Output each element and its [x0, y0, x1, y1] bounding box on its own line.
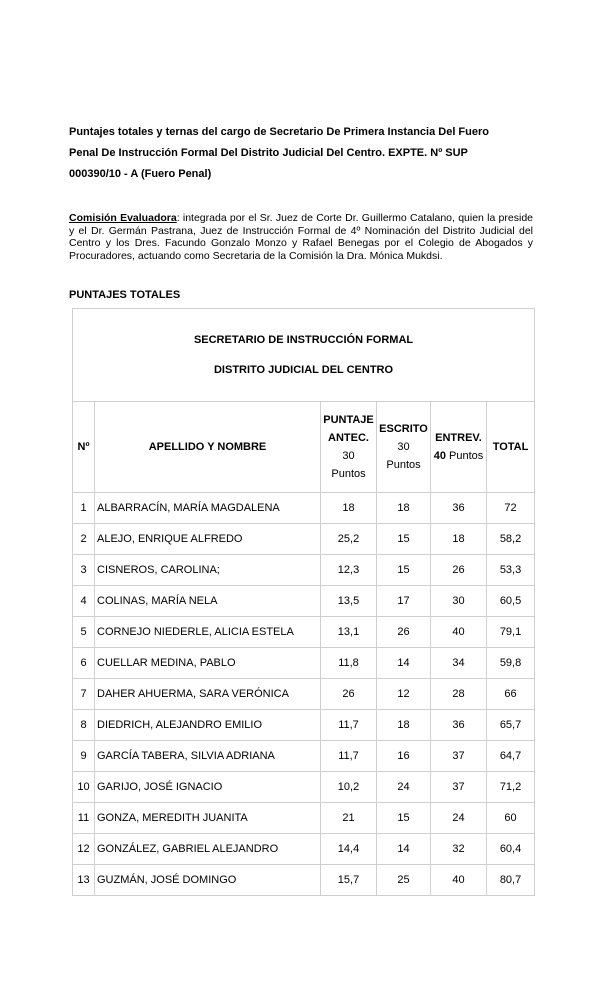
row-entrev: 36	[431, 493, 487, 524]
row-name: GARCÍA TABERA, SILVIA ADRIANA	[95, 741, 321, 772]
committee-text: : integrada por el Sr. Juez de Corte Dr. Guillermo Catalano, quien la preside y el Dr. Germán Pastrana, Juez de Instrucción Formal de 4º Nominación del Distrito Judicial del Centro y los Dres. Facundo Gonzalo Monzo y Rafael Benegas por el Colegio de Abogados y Procuradores, actuando como Secretaria de la Comisión la Dra. Mónica Mukdsi.	[69, 212, 533, 262]
row-antec: 25,2	[321, 524, 377, 555]
row-antec: 11,7	[321, 741, 377, 772]
row-total: 65,7	[487, 710, 535, 741]
row-name: GUZMÁN, JOSÉ DOMINGO	[95, 865, 321, 896]
row-total: 60	[487, 803, 535, 834]
table-header-row	[73, 402, 535, 493]
row-total: 60,4	[487, 834, 535, 865]
title-line: Penal De Instrucción Formal Del Distrito Judicial Del Centro. EXPTE. Nº SUP	[69, 147, 468, 159]
row-escrito: 14	[377, 834, 431, 865]
row-antec: 14,4	[321, 834, 377, 865]
row-total: 80,7	[487, 865, 535, 896]
table-row	[73, 865, 535, 896]
row-number: 9	[73, 741, 95, 772]
row-name: GONZÁLEZ, GABRIEL ALEJANDRO	[95, 834, 321, 865]
row-total: 58,2	[487, 524, 535, 555]
row-name: ALEJO, ENRIQUE ALFREDO	[95, 524, 321, 555]
document-title	[69, 122, 533, 185]
row-total: 59,8	[487, 648, 535, 679]
row-escrito: 15	[377, 803, 431, 834]
row-name: ALBARRACÍN, MARÍA MAGDALENA	[95, 493, 321, 524]
row-entrev: 34	[431, 648, 487, 679]
row-escrito: 18	[377, 493, 431, 524]
table-row	[73, 555, 535, 586]
table-body	[73, 493, 535, 896]
row-number: 10	[73, 772, 95, 803]
row-escrito: 25	[377, 865, 431, 896]
table-row	[73, 741, 535, 772]
header-entrev	[431, 402, 487, 493]
row-name: DAHER AHUERMA, SARA VERÓNICA	[95, 679, 321, 710]
header-antec-line: Puntos	[331, 468, 366, 480]
row-name: CORNEJO NIEDERLE, ALICIA ESTELA	[95, 617, 321, 648]
row-entrev: 37	[431, 741, 487, 772]
row-escrito: 26	[377, 617, 431, 648]
row-entrev: 28	[431, 679, 487, 710]
header-escrito	[377, 402, 431, 493]
row-entrev: 24	[431, 803, 487, 834]
row-total: 71,2	[487, 772, 535, 803]
row-name: CUELLAR MEDINA, PABLO	[95, 648, 321, 679]
row-total: 60,5	[487, 586, 535, 617]
header-entrev-unit: Puntos	[449, 450, 484, 462]
header-entrev-points: 40	[433, 450, 446, 462]
row-antec: 13,1	[321, 617, 377, 648]
table-row	[73, 834, 535, 865]
table-row	[73, 524, 535, 555]
title-line: Puntajes totales y ternas del cargo de Secretario De Primera Instancia Del Fuero	[69, 126, 489, 138]
row-entrev: 18	[431, 524, 487, 555]
header-name: APELLIDO Y NOMBRE	[95, 402, 321, 493]
header-antec-line: PUNTAJE	[323, 414, 374, 426]
row-entrev: 40	[431, 617, 487, 648]
row-number: 5	[73, 617, 95, 648]
row-number: 3	[73, 555, 95, 586]
row-total: 79,1	[487, 617, 535, 648]
header-total: TOTAL	[487, 402, 535, 493]
row-antec: 11,7	[321, 710, 377, 741]
row-number: 2	[73, 524, 95, 555]
row-entrev: 26	[431, 555, 487, 586]
header-antec-line: 30	[342, 450, 355, 462]
caption-line: DISTRITO JUDICIAL DEL CENTRO	[213, 364, 394, 376]
row-entrev: 36	[431, 710, 487, 741]
row-number: 12	[73, 834, 95, 865]
header-escrito-line: 30	[397, 441, 410, 453]
row-antec: 12,3	[321, 555, 377, 586]
row-antec: 21	[321, 803, 377, 834]
row-number: 11	[73, 803, 95, 834]
row-escrito: 18	[377, 710, 431, 741]
title-line: 000390/10 - A (Fuero Penal)	[69, 168, 212, 180]
table-caption	[73, 309, 535, 402]
row-total: 64,7	[487, 741, 535, 772]
table-row	[73, 710, 535, 741]
header-entrev-line: ENTREV.	[435, 432, 482, 444]
row-number: 13	[73, 865, 95, 896]
section-heading: PUNTAJES TOTALES	[69, 289, 181, 301]
committee-paragraph	[69, 212, 533, 262]
table-row	[73, 772, 535, 803]
row-total: 66	[487, 679, 535, 710]
row-escrito: 15	[377, 555, 431, 586]
row-number: 4	[73, 586, 95, 617]
table-row	[73, 617, 535, 648]
header-antec	[321, 402, 377, 493]
row-antec: 11,8	[321, 648, 377, 679]
row-name: DIEDRICH, ALEJANDRO EMILIO	[95, 710, 321, 741]
row-escrito: 17	[377, 586, 431, 617]
header-antec-line: ANTEC.	[328, 432, 369, 444]
table-caption-row	[73, 309, 535, 402]
table-row	[73, 803, 535, 834]
row-antec: 13,5	[321, 586, 377, 617]
row-name: GONZA, MEREDITH JUANITA	[95, 803, 321, 834]
row-name: COLINAS, MARÍA NELA	[95, 586, 321, 617]
row-antec: 15,7	[321, 865, 377, 896]
row-escrito: 14	[377, 648, 431, 679]
header-escrito-line: ESCRITO	[379, 423, 428, 435]
row-entrev: 37	[431, 772, 487, 803]
row-escrito: 24	[377, 772, 431, 803]
row-name: GARIJO, JOSÉ IGNACIO	[95, 772, 321, 803]
row-escrito: 16	[377, 741, 431, 772]
scores-table-wrapper	[72, 308, 534, 896]
row-escrito: 12	[377, 679, 431, 710]
header-num: Nº	[73, 402, 95, 493]
table-row	[73, 493, 535, 524]
row-entrev: 32	[431, 834, 487, 865]
table-row	[73, 586, 535, 617]
row-entrev: 30	[431, 586, 487, 617]
row-name: CISNEROS, CAROLINA;	[95, 555, 321, 586]
row-total: 53,3	[487, 555, 535, 586]
row-escrito: 15	[377, 524, 431, 555]
row-number: 1	[73, 493, 95, 524]
row-antec: 26	[321, 679, 377, 710]
row-number: 7	[73, 679, 95, 710]
caption-line: SECRETARIO DE INSTRUCCIÓN FORMAL	[193, 334, 414, 346]
header-entrev-line	[431, 447, 486, 465]
row-total: 72	[487, 493, 535, 524]
row-antec: 18	[321, 493, 377, 524]
row-number: 8	[73, 710, 95, 741]
scores-table	[72, 308, 535, 896]
table-row	[73, 648, 535, 679]
table-row	[73, 679, 535, 710]
header-escrito-line: Puntos	[386, 459, 421, 471]
row-entrev: 40	[431, 865, 487, 896]
row-number: 6	[73, 648, 95, 679]
row-antec: 10,2	[321, 772, 377, 803]
committee-label: Comisión Evaluadora	[69, 212, 177, 224]
